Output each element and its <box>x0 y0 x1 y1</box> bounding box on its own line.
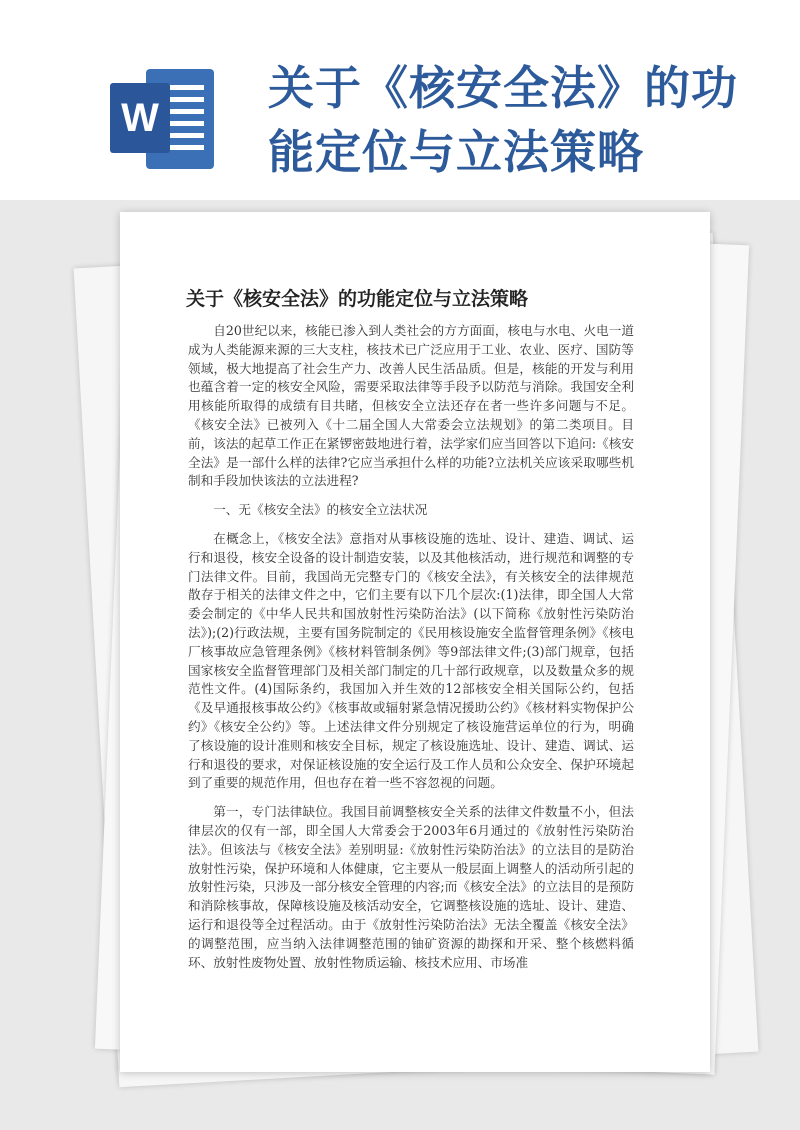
word-icon-letter: W <box>121 96 159 140</box>
paragraph-intro: 自20世纪以来，核能已渗入到人类社会的方方面面，核电与水电、火电一道成为人类能源来源的三大支柱，核技术已广泛应用于工业、农业、医疗、国防等领域，极大地提高了社会生产力、改善人民生活品质。但是，核能的开发与利用也蕴含着一定的核安全风险，需要采取法律等手段予以防范与消除。我国安全利用核能所取得的成绩有目共睹，但核安全立法还存在者一些许多问题与不足。《核安全法》已被列入《十二届全国人大常委会立法规划》的第二类项目。目前，该法的起草工作正在紧锣密鼓地进行着，法学家们应当回答以下追问:《核安全法》是一部什么样的法律?它应当承担什么样的功能?立法机关应该采取哪些机制和手段加快该法的立法进程? <box>188 323 634 489</box>
word-document-icon <box>108 63 220 175</box>
paragraph-concept: 在概念上，《核安全法》意指对从事核设施的选址、设计、建造、调试、运行和退役，核安全设备的设计制造安装，以及其他核活动，进行规范和调整的专门法律文件。目前，我国尚无完整专门的《核安全法》，有关核安全的法律规范散存于相关的法律文件之中，它们主要有以下几个层次:(1)法律，即全国人大常委会制定的《中华人民共和国放射性污染防治法》(以下简称《放射性污染防治法》);(2)行政法规，主要有国务院制定的《民用核设施安全监督管理条例》《核电厂核事故应急管理条例》《核材料管制条例》等9部法律文件;(3)部门规章，包括国家核安全监督管理部门及相关部门制定的几十部行政规章，以及数量众多的规范性文件。(4)国际条约，我国加入并生效的12部核安全相关国际公约，包括《及早通报核事故公约》《核事故或辐射紧急情况援助公约》《核材料实物保护公约》《核安全公约》等。上述法律文件分别规定了核设施营运单位的行为，明确了核设施的设计准则和核安全目标，规定了核设施选址、设计、建造、调试、运行和退役的要求，对保证核设施的安全运行及工作人员和公众安全、保护环境起到了重要的规范作用，但也存在着一些不容忽视的问题。 <box>188 530 634 791</box>
document-body <box>188 322 634 982</box>
document-title: 关于《核安全法》的功能定位与立法策略 <box>186 288 529 310</box>
banner-title-line2: 能定位与立法策略 <box>268 125 644 179</box>
document-page <box>120 212 710 1072</box>
banner <box>0 0 800 200</box>
paragraph-first: 第一，专门法律缺位。我国目前调整核安全关系的法律文件数量不小，但法律层次的仅有一部，即全国人大常委会于2003年6月通过的《放射性污染防治法》。但该法与《核安全法》差别明显:《放射性污染防治法》的立法目的是防治放射性污染，保护环境和人体健康，它主要从一般层面上调整人的活动所引起的放射性污染，只涉及一部分核安全管理的内容;而《核安全法》的立法目的是预防和消除核事故，保障核设施及核活动安全，它调整核设施的选址、设计、建造、运行和退役等全过程活动。由于《放射性污染防治法》无法全覆盖《核安全法》的调整范围，应当纳入法律调整范围的铀矿资源的勘探和开采、整个核燃料循环、放射性废物处置、放射性物质运输、核技术应用、市场准 <box>188 804 634 970</box>
banner-title <box>268 56 768 184</box>
banner-title-line1: 关于《核安全法》的功 <box>268 61 738 115</box>
section-heading: 一、无《核安全法》的核安全立法状况 <box>213 502 428 518</box>
